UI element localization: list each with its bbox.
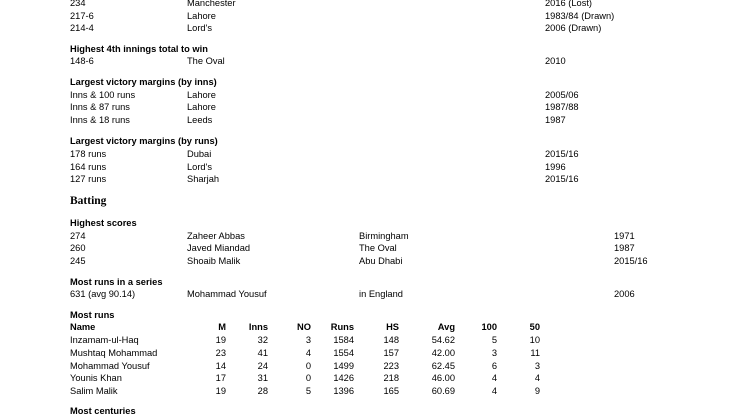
fifties-cell: 11 [530, 348, 540, 358]
runs-cell: 631 (avg 90.14) [70, 289, 136, 299]
fifties-cell: 10 [529, 335, 540, 345]
section-heading: Most runs [70, 310, 115, 320]
no-cell: 3 [305, 335, 311, 345]
col-header-50: 50 [529, 322, 540, 332]
no-cell: 5 [305, 386, 311, 396]
m-cell: 14 [215, 361, 226, 371]
runs-cell: 1584 [333, 335, 354, 345]
year-cell: 2016 (Lost) [545, 0, 593, 8]
batting-title: Batting [70, 195, 107, 207]
margin-cell: Inns & 18 runs [70, 115, 130, 125]
score-cell: 217-6 [70, 11, 94, 21]
hs-cell: 218 [383, 373, 399, 383]
venue-cell: Lord's [187, 23, 213, 33]
year-cell: 1996 [545, 162, 566, 172]
hundreds-cell: 4 [491, 373, 497, 383]
name-cell: Salim Malik [70, 386, 118, 396]
venue-cell: Lahore [187, 102, 216, 112]
fifties-cell: 3 [534, 361, 540, 371]
hundreds-cell: 3 [491, 348, 497, 358]
player-cell: Zaheer Abbas [187, 231, 245, 241]
col-header-inns: Inns [248, 322, 268, 332]
col-header-hs: HS [386, 322, 399, 332]
margin-cell: 178 runs [70, 149, 107, 159]
venue-cell: Manchester [187, 0, 236, 8]
col-header-no: NO [297, 322, 311, 332]
col-header-name: Name [70, 322, 96, 332]
margin-cell: Inns & 100 runs [70, 90, 136, 100]
no-cell: 4 [305, 348, 311, 358]
m-cell: 17 [215, 373, 226, 383]
year-cell: 2015/16 [545, 174, 579, 184]
col-header-runs: Runs [330, 322, 354, 332]
section-heading: Most centuries [70, 406, 136, 416]
hs-cell: 223 [383, 361, 399, 371]
inns-cell: 24 [257, 361, 268, 371]
margin-cell: 127 runs [70, 174, 107, 184]
venue-cell: Dubai [187, 149, 212, 159]
runs-cell: 1396 [333, 386, 354, 396]
inns-cell: 32 [257, 335, 268, 345]
year-cell: 1987 [614, 243, 635, 253]
no-cell: 0 [305, 361, 311, 371]
fifties-cell: 9 [534, 386, 540, 396]
venue-cell: Lord's [187, 162, 213, 172]
name-cell: Mohammad Yousuf [70, 361, 150, 371]
where-cell: in England [359, 289, 403, 299]
year-cell: 2006 (Drawn) [545, 23, 602, 33]
runs-cell: 1554 [333, 348, 354, 358]
hs-cell: 165 [383, 386, 399, 396]
section-heading: Highest scores [70, 218, 137, 228]
runs-cell: 1426 [333, 373, 354, 383]
score-cell: 260 [70, 243, 86, 253]
year-cell: 1983/84 (Drawn) [545, 11, 615, 21]
year-cell: 2006 [614, 289, 635, 299]
m-cell: 23 [215, 348, 226, 358]
score-cell: 245 [70, 256, 86, 266]
hs-cell: 148 [383, 335, 399, 345]
col-header-100: 100 [481, 322, 497, 332]
hs-cell: 157 [383, 348, 399, 358]
year-cell: 2015/16 [614, 256, 648, 266]
name-cell: Inzamam-ul-Haq [70, 335, 139, 345]
venue-cell: Sharjah [187, 174, 220, 184]
hundreds-cell: 4 [491, 386, 497, 396]
margin-cell: 164 runs [70, 162, 107, 172]
name-cell: Younis Khan [70, 373, 122, 383]
section-heading: Most runs in a series [70, 277, 163, 287]
player-cell: Mohammad Yousuf [187, 289, 267, 299]
hundreds-cell: 6 [491, 361, 497, 371]
year-cell: 1987 [545, 115, 566, 125]
avg-cell: 54.62 [431, 335, 455, 345]
inns-cell: 28 [257, 386, 268, 396]
venue-cell: The Oval [187, 56, 225, 66]
venue-cell: The Oval [359, 243, 397, 253]
year-cell: 2015/16 [545, 149, 579, 159]
avg-cell: 42.00 [431, 348, 455, 358]
year-cell: 1987/88 [545, 102, 579, 112]
runs-cell: 1499 [333, 361, 354, 371]
venue-cell: Abu Dhabi [359, 256, 403, 266]
score-cell: 148-6 [70, 56, 94, 66]
venue-cell: Birmingham [359, 231, 409, 241]
venue-cell: Lahore [187, 90, 216, 100]
year-cell: 1971 [614, 231, 635, 241]
player-cell: Javed Miandad [187, 243, 251, 253]
m-cell: 19 [215, 386, 226, 396]
section-heading: Largest victory margins (by inns) [70, 77, 217, 87]
section-heading: Highest 4th innings total to win [70, 44, 208, 54]
inns-cell: 41 [257, 348, 268, 358]
avg-cell: 60.69 [431, 386, 455, 396]
col-header-m: M [218, 322, 226, 332]
avg-cell: 62.45 [431, 361, 455, 371]
col-header-avg: Avg [437, 322, 455, 332]
score-cell: 214-4 [70, 23, 94, 33]
fifties-cell: 4 [534, 373, 540, 383]
m-cell: 19 [215, 335, 226, 345]
score-cell: 274 [70, 231, 86, 241]
inns-cell: 31 [257, 373, 268, 383]
year-cell: 2010 [545, 56, 566, 66]
player-cell: Shoaib Malik [187, 256, 241, 266]
no-cell: 0 [305, 373, 311, 383]
venue-cell: Lahore [187, 11, 216, 21]
score-cell: 234 [70, 0, 86, 8]
venue-cell: Leeds [187, 115, 213, 125]
section-heading: Largest victory margins (by runs) [70, 136, 218, 146]
year-cell: 2005/06 [545, 90, 579, 100]
hundreds-cell: 5 [491, 335, 497, 345]
name-cell: Mushtaq Mohammad [70, 348, 158, 358]
margin-cell: Inns & 87 runs [70, 102, 130, 112]
avg-cell: 46.00 [431, 373, 455, 383]
